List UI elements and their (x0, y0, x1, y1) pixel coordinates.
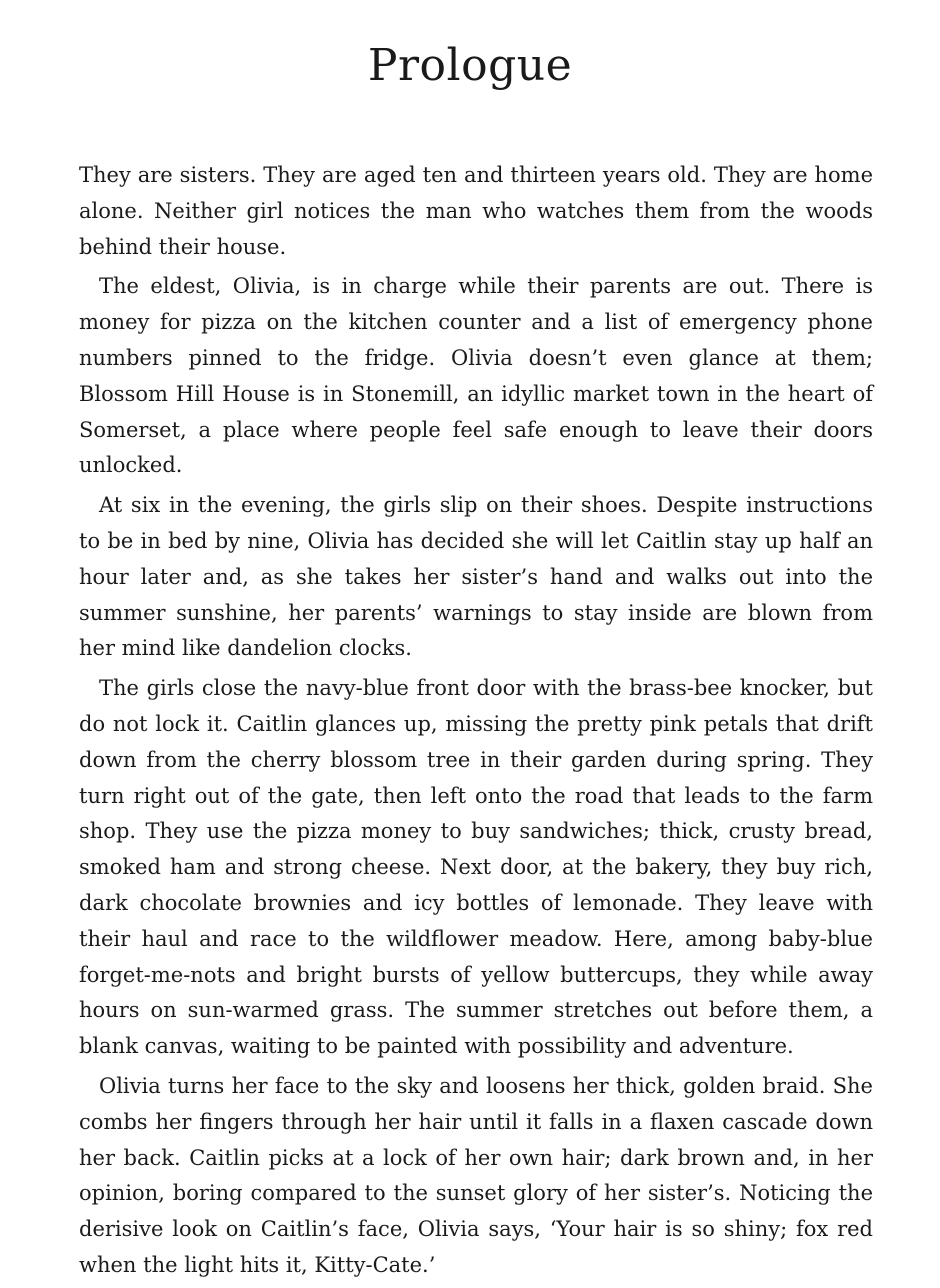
paragraph: The girls close the navy-blue front door with the brass-bee knocker, but do not lock it. Caitlin glances up, missing the pretty pink petals that drift down from the cherry blossom tree in their garden during spring. They turn right out of the gate, then left onto the road that leads to the farm shop. They use the pizza money to buy sandwiches; thick, crusty bread, smoked ham and strong cheese. Next door, at the bakery, they buy rich, dark chocolate brownies and icy bottles of lemonade. They leave with their haul and race to the wildflower meadow. Here, among baby-blue forget-me-nots and bright bursts of yellow buttercups, they while away hours on sun-warmed grass. The summer stretches out before them, a blank canvas, waiting to be painted with possibility and adventure. (79, 676, 873, 1059)
chapter-body (79, 158, 873, 1288)
paragraph: They are sisters. They are aged ten and thirteen years old. They are home alone. Neither girl notices the man who watches them from the woods behind their house. (79, 163, 873, 259)
paragraph: Olivia turns her face to the sky and loosens her thick, golden braid. She combs her fingers through her hair until it falls in a flaxen cascade down her back. Caitlin picks at a lock of her own hair; dark brown and, in her opinion, boring compared to the sunset glory of her sister’s. Noticing the derisive look on Caitlin’s face, Olivia says, ‘Your hair is so shiny; fox red when the light hits it, Kitty-Cate.’ (79, 1073, 873, 1277)
paragraph: At six in the evening, the girls slip on their shoes. Despite instructions to be in bed by nine, Olivia has decided she will let Caitlin stay up half an hour later and, as she takes her sister’s hand and walks out into the summer sunshine, her parents’ warnings to stay inside are blown from her mind like dandelion clocks. (79, 493, 873, 661)
chapter-title: Prologue (367, 40, 573, 91)
paragraph: The eldest, Olivia, is in charge while their parents are out. There is money for pizza on the kitchen counter and a list of emergency phone numbers pinned to the fridge. Olivia doesn’t even glance at them; Blossom Hill House is in Stonemill, an idyllic market town in the heart of Somerset, a place where people feel safe enough to leave their doors unlocked. (79, 274, 873, 478)
